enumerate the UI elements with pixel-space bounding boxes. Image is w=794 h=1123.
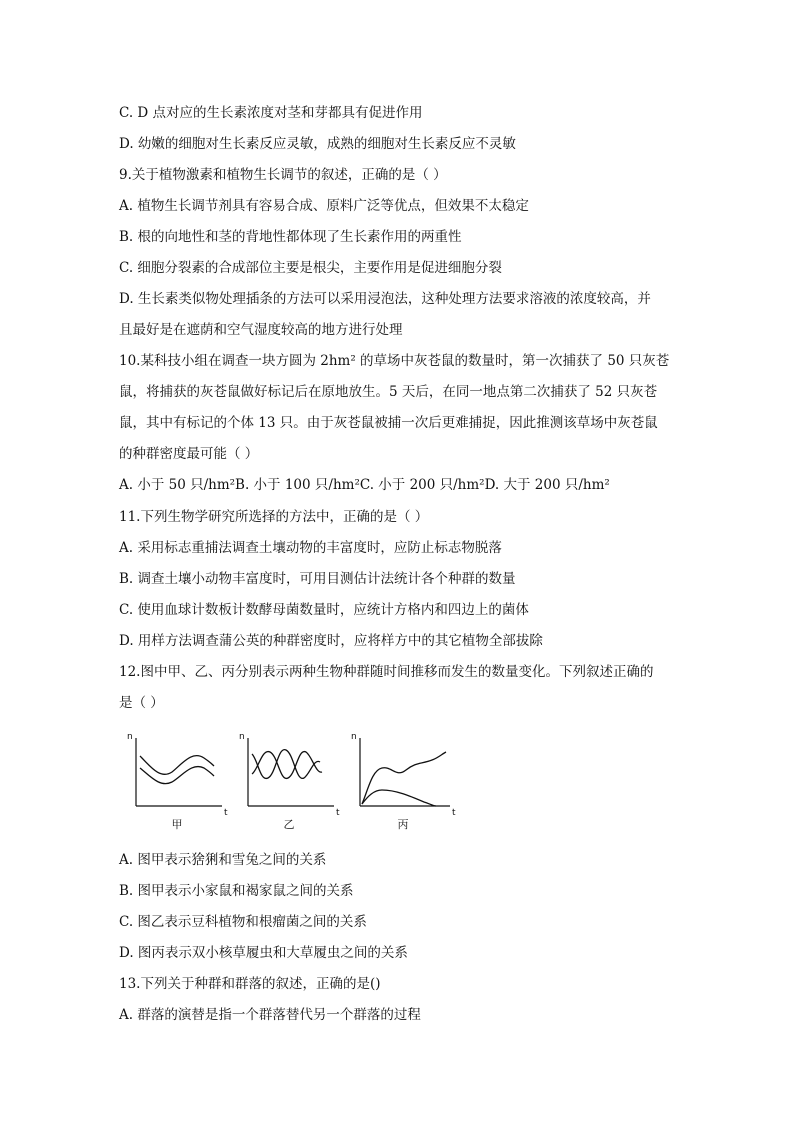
graph-bing-x-label: t <box>452 808 456 818</box>
graph-jia <box>118 730 233 835</box>
option-a-q11: A. 采用标志重捕法调查土壤动物的丰富度时，应防止标志物脱落 <box>119 540 502 556</box>
option-d-q8: D. 幼嫩的细胞对生长素反应灵敏，成熟的细胞对生长素反应不灵敏 <box>119 136 516 152</box>
graph-bing <box>350 730 465 835</box>
question-11: 11.下列生物学研究所选择的方法中，正确的是（ ） <box>119 509 429 525</box>
option-b-q12: B. 图甲表示小家鼠和褐家鼠之间的关系 <box>119 883 354 899</box>
graph-bing-y-label: n <box>351 732 357 742</box>
question-10-cont1: 鼠，将捕获的灰苍鼠做好标记后在原地放生。5 天后，在同一地点第二次捕获了 52 只灰苍 <box>119 384 658 400</box>
option-c-q9: C. 细胞分裂素的合成部位主要是根尖，主要作用是促进细胞分裂 <box>119 260 502 276</box>
graph-yi-y-label: n <box>239 732 245 742</box>
option-d-q12: D. 图丙表示双小核草履虫和大草履虫之间的关系 <box>119 945 408 961</box>
graph-jia-label: 甲 <box>171 818 183 831</box>
option-d-q9-cont: 且最好是在遮荫和空气湿度较高的地方进行处理 <box>119 322 403 338</box>
question-13: 13.下列关于种群和群落的叙述，正确的是() <box>119 976 381 992</box>
option-a-q12: A. 图甲表示猞猁和雪兔之间的关系 <box>119 852 327 868</box>
question-12: 12.图中甲、乙、丙分别表示两种生物种群随时间推移而发生的数量变化。下列叙述正确的 <box>119 664 654 680</box>
option-d-q11: D. 用样方法调查蒲公英的种群密度时，应将样方中的其它植物全部拔除 <box>119 633 543 649</box>
population-graphs <box>118 730 463 835</box>
graph-yi-x-label: t <box>336 808 340 818</box>
option-d-q9: D. 生长素类似物处理插条的方法可以采用浸泡法，这种处理方法要求溶液的浓度较高，并 <box>119 291 651 307</box>
question-10-cont3: 的种群密度最可能（ ） <box>119 446 259 462</box>
option-b-q11: B. 调查土壤小动物丰富度时，可用目测估计法统计各个种群的数量 <box>119 571 516 587</box>
question-10: 10.某科技小组在调查一块方圆为 2hm² 的草场中灰苍鼠的数量时，第一次捕获了 50 只灰苍 <box>119 353 670 369</box>
option-a-q9: A. 植物生长调节剂具有容易合成、原料广泛等优点，但效果不太稳定 <box>119 198 529 214</box>
question-9: 9.关于植物激素和植物生长调节的叙述，正确的是（ ） <box>119 167 447 183</box>
graph-jia-y-label: n <box>127 732 133 742</box>
graph-yi-label: 乙 <box>283 818 295 831</box>
graph-jia-x-label: t <box>224 808 228 818</box>
option-c-q12: C. 图乙表示豆科植物和根瘤菌之间的关系 <box>119 914 367 930</box>
graph-bing-label: 丙 <box>397 818 409 831</box>
question-12-cont: 是（ ） <box>119 695 164 711</box>
option-c-q11: C. 使用血球计数板计数酵母菌数量时，应统计方格内和四边上的菌体 <box>119 602 529 618</box>
graph-yi <box>234 730 349 835</box>
question-10-cont2: 鼠，其中有标记的个体 13 只。由于灰苍鼠被捕一次后更难捕捉，因此推测该草场中灰苍鼠 <box>119 415 658 431</box>
options-q10: A. 小于 50 只/hm²B. 小于 100 只/hm²C. 小于 200 只/hm²D. 大于 200 只/hm² <box>119 477 610 493</box>
option-c-q8: C. D 点对应的生长素浓度对茎和芽都具有促进作用 <box>119 105 423 121</box>
option-a-q13: A. 群落的演替是指一个群落替代另一个群落的过程 <box>119 1007 421 1023</box>
option-b-q9: B. 根的向地性和茎的背地性都体现了生长素作用的两重性 <box>119 229 462 245</box>
